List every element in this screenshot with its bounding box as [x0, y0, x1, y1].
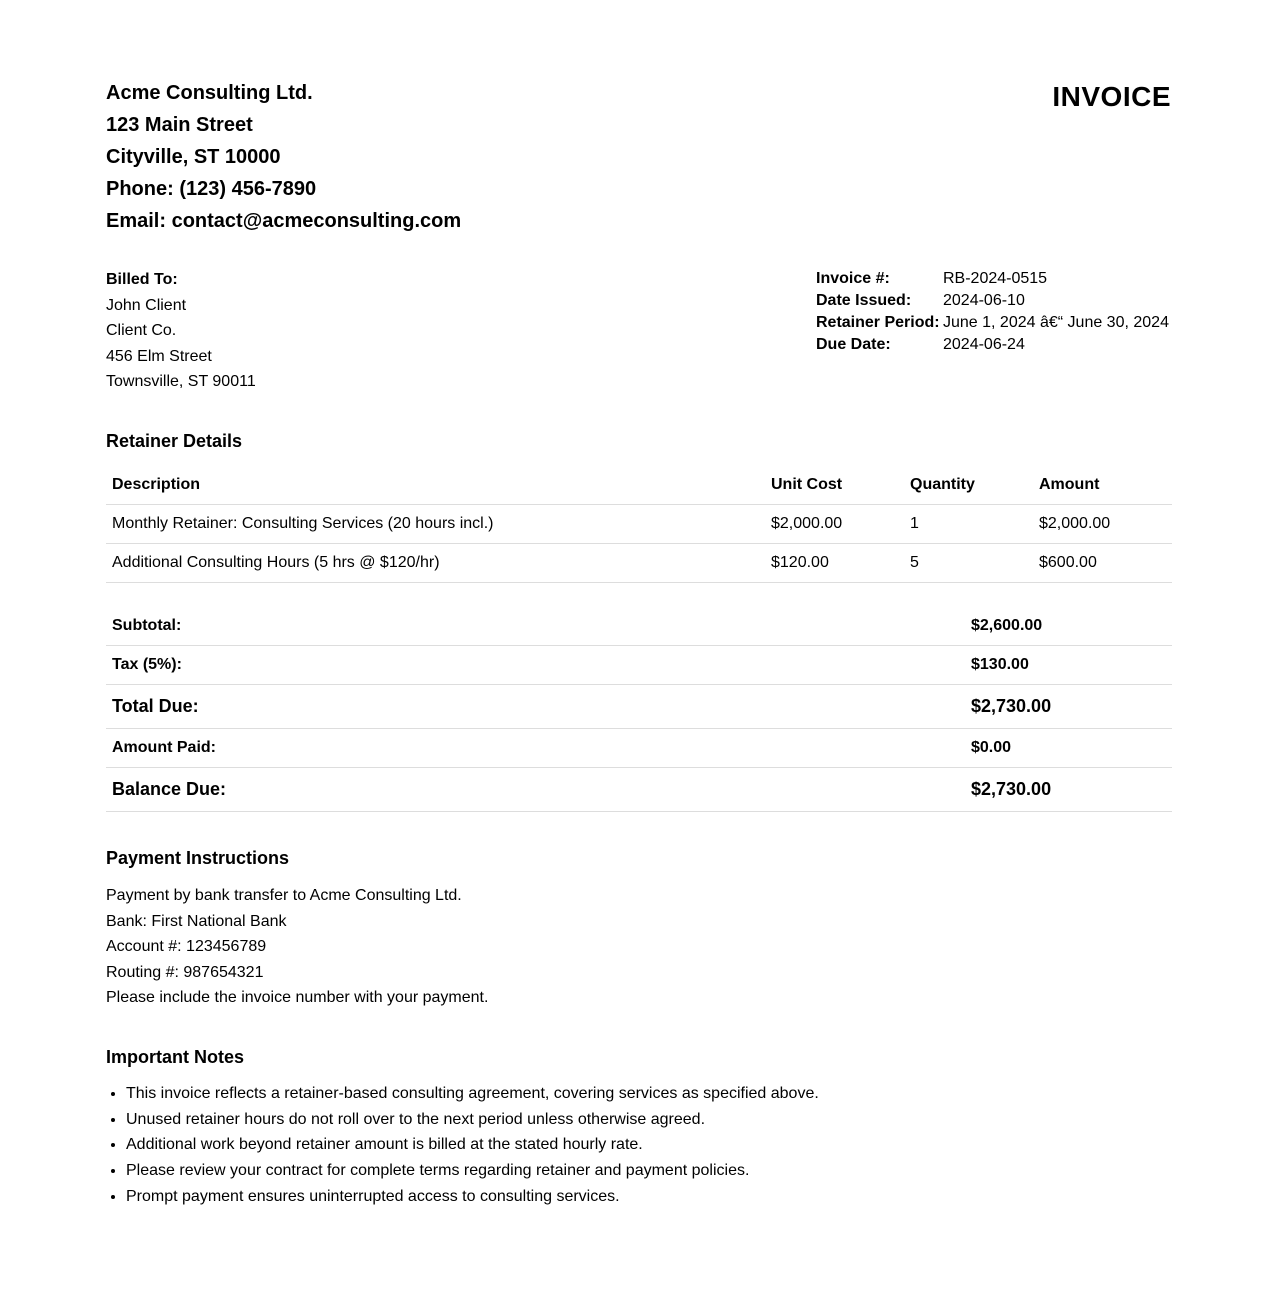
list-item: • Additional work beyond retainer amount is billed at the stated hourly rate. — [126, 1132, 819, 1158]
payment-heading: Payment Instructions — [106, 848, 290, 868]
payment-line: Routing #: 987654321 — [106, 963, 264, 981]
col-quantity: Quantity — [904, 466, 1033, 505]
client-city: Townsville, ST 90011 — [106, 373, 256, 390]
company-email: Email: contact@acmeconsulting.com — [106, 210, 462, 232]
company-street: 123 Main Street — [106, 114, 253, 136]
meta-value: 2024-06-24 — [943, 336, 1025, 353]
payment-line: Payment by bank transfer to Acme Consulting Ltd. — [106, 887, 462, 904]
total-due-label: Total Due: — [106, 685, 965, 729]
retainer-table — [106, 466, 1172, 583]
total-due-row — [106, 685, 1172, 729]
retainer-heading: Retainer Details — [106, 431, 243, 451]
table-header-row — [106, 466, 1172, 505]
subtotal-label: Subtotal: — [106, 607, 965, 646]
amount-paid-label: Amount Paid: — [106, 729, 965, 768]
meta-row — [816, 268, 1169, 290]
meta-label: Retainer Period: — [816, 314, 940, 331]
cell-description: Monthly Retainer: Consulting Services (20 hours incl.) — [106, 505, 765, 544]
balance-due-label: Balance Due: — [106, 768, 965, 812]
table-row — [106, 544, 1172, 583]
tax-row — [106, 646, 1172, 685]
meta-label: Date Issued: — [816, 292, 912, 309]
amount-paid-value: $0.00 — [965, 729, 1172, 768]
notes-heading: Important Notes — [106, 1047, 245, 1067]
cell-description: Additional Consulting Hours (5 hrs @ $120/hr) — [106, 544, 765, 583]
cell-amount: $2,000.00 — [1033, 505, 1172, 544]
meta-value: June 1, 2024 â€“ June 30, 2024 — [943, 314, 1169, 331]
cell-unit-cost: $120.00 — [765, 544, 904, 583]
company-info — [106, 77, 461, 237]
balance-due-value: $2,730.00 — [965, 768, 1172, 812]
client-name: John Client — [106, 296, 187, 314]
list-item: • Prompt payment ensures uninterrupted access to consulting services. — [126, 1184, 819, 1210]
company-phone: Phone: (123) 456-7890 — [106, 178, 317, 200]
cell-quantity: 5 — [904, 544, 1033, 583]
client-company: Client Co. — [106, 322, 177, 339]
meta-value: RB-2024-0515 — [943, 270, 1048, 287]
cell-amount: $600.00 — [1033, 544, 1172, 583]
meta-value: 2024-06-10 — [943, 292, 1025, 309]
total-due-value: $2,730.00 — [965, 685, 1172, 729]
col-description: Description — [106, 466, 765, 505]
subtotal-value: $2,600.00 — [965, 607, 1172, 646]
table-row — [106, 505, 1172, 544]
invoice-meta — [816, 268, 1169, 356]
billed-to-label: Billed To: — [106, 271, 178, 288]
balance-due-row — [106, 768, 1172, 812]
amount-paid-row — [106, 729, 1172, 768]
list-item: • Please review your contract for complete terms regarding retainer and payment policies. — [126, 1158, 819, 1184]
tax-label: Tax (5%): — [106, 646, 965, 685]
tax-value: $130.00 — [965, 646, 1172, 685]
invoice-title: INVOICE — [1052, 81, 1171, 112]
meta-label: Invoice #: — [816, 270, 890, 287]
payment-line: Bank: First National Bank — [106, 912, 287, 930]
billed-to — [106, 267, 256, 395]
list-item: • This invoice reflects a retainer-based consulting agreement, covering services as specified above. — [126, 1081, 819, 1107]
client-street: 456 Elm Street — [106, 347, 212, 365]
meta-row — [816, 334, 1169, 356]
company-city: Cityville, ST 10000 — [106, 146, 281, 168]
meta-row — [816, 312, 1169, 334]
list-item: • Unused retainer hours do not roll over to the next period unless otherwise agreed. — [126, 1107, 819, 1133]
meta-label: Due Date: — [816, 336, 891, 353]
meta-row — [816, 290, 1169, 312]
notes-list — [106, 1081, 819, 1210]
totals-table — [106, 607, 1172, 812]
cell-quantity: 1 — [904, 505, 1033, 544]
payment-instructions — [106, 883, 488, 1011]
col-amount: Amount — [1033, 466, 1172, 505]
payment-line: Account #: 123456789 — [106, 938, 267, 955]
subtotal-row — [106, 607, 1172, 646]
cell-unit-cost: $2,000.00 — [765, 505, 904, 544]
col-unit-cost: Unit Cost — [765, 466, 904, 505]
payment-line: Please include the invoice number with your payment. — [106, 989, 489, 1006]
company-name: Acme Consulting Ltd. — [106, 82, 313, 104]
